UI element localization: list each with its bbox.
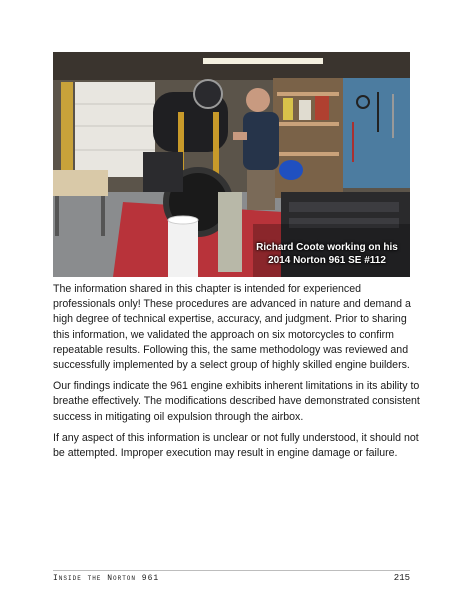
chapter-body <box>53 282 423 467</box>
photo-caption <box>252 241 402 267</box>
paragraph-3: If any aspect of this information is unclear or not fully understood, it should not be attempted. Improper execution may result in engine damage or failure. <box>53 431 419 460</box>
photo-caption-line-1: Richard Coote working on his <box>256 242 398 253</box>
page-number: 215 <box>393 573 410 583</box>
running-footer-title: Inside the Norton 961 <box>53 574 160 583</box>
chapter-photo <box>53 52 410 277</box>
paragraph-1: The information shared in this chapter is intended for experienced professionals only! These procedures are advanced in nature and demand a high degree of technical expertise, accuracy, and judgment. Prior to sharing this information, we validated the approach on six motorcycles to confirm repeatable results. Following this, the same methodology was reviewed and successfully implemented by a select group of highly skilled engine builders. <box>53 283 411 372</box>
paragraph-2: Our findings indicate the 961 engine exhibits inherent limitations in its ability to breathe effectively. The modifications described have demonstrated consistent success in mitigating oil expulsion through the airbox. <box>53 380 420 423</box>
photo-caption-line-2: 2014 Norton 961 SE #112 <box>268 255 386 266</box>
footer-divider <box>53 570 410 571</box>
